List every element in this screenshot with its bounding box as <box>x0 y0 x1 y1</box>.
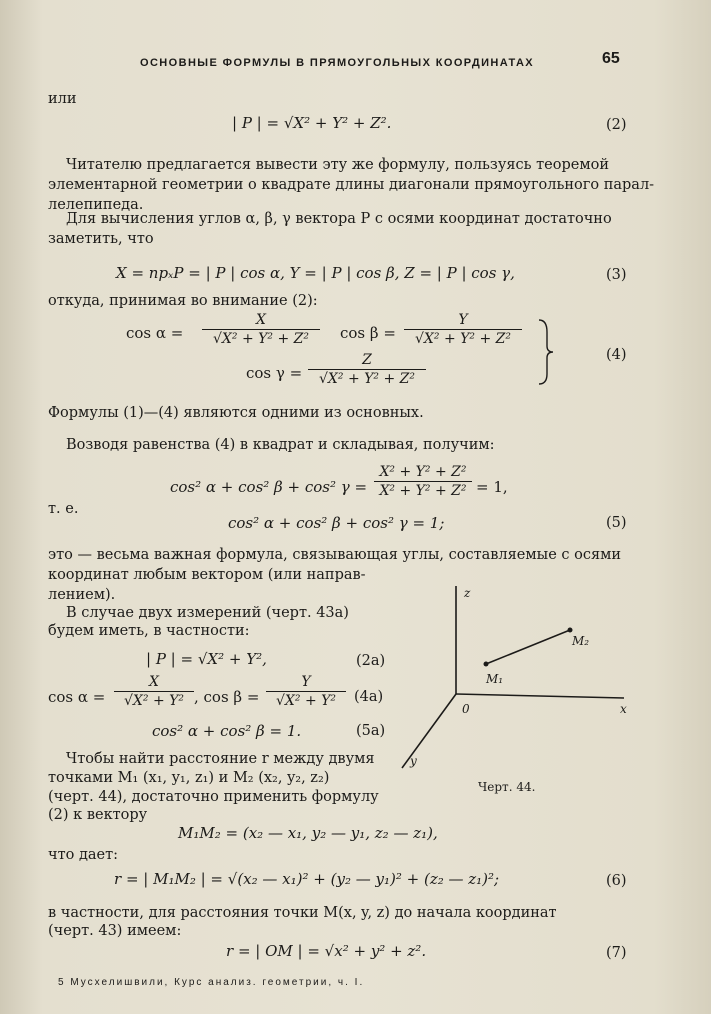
equation-number: (5) <box>606 515 627 531</box>
equation-2: | P | = √X² + Y² + Z². <box>232 114 392 132</box>
cos-gamma-lhs: cos γ = <box>246 364 303 382</box>
equation-vector: M₁M₂ = (x₂ — x₁, y₂ — y₁, z₂ — z₁), <box>178 824 438 842</box>
text-line: Формулы (1)—(4) являются одними из основных. <box>48 405 424 421</box>
denominator: √X² + Y² + Z² <box>213 331 309 347</box>
label-y: y <box>410 754 417 768</box>
fraction-bar <box>266 691 346 692</box>
text-line: элементарной геометрии о квадрате длины диагонали прямоугольного парал- <box>48 177 655 193</box>
label-m2: M₂ <box>572 634 590 648</box>
label-x: x <box>620 702 627 716</box>
text-line: точками M₁ (x₁, y₁, z₁) и M₂ (x₂, y₂, z₂) <box>48 770 330 786</box>
numerator: X <box>149 674 159 690</box>
right-brace <box>536 318 556 386</box>
fraction <box>202 312 320 347</box>
sum-lhs: cos² α + cos² β + cos² γ = <box>170 478 368 496</box>
equation-5a: cos² α + cos² β = 1. <box>152 722 302 740</box>
equation-5: cos² α + cos² β + cos² γ = 1; <box>228 514 445 532</box>
text-line: (черт. 43) имеем: <box>48 923 182 939</box>
text-line: координат любым вектором (или направ- <box>48 567 366 583</box>
segment-m1m2 <box>486 630 570 664</box>
denominator: X² + Y² + Z² <box>379 483 467 499</box>
equation-number: (5а) <box>356 723 386 739</box>
numerator: Y <box>301 674 311 690</box>
text-line: Возводя равенства (4) в квадрат и складывая, получим: <box>66 437 495 453</box>
fraction-bar <box>202 329 320 330</box>
running-title: ОСНОВНЫЕ ФОРМУЛЫ В ПРЯМОУГОЛЬНЫХ КООРДИНАТАХ <box>140 57 535 69</box>
text-line: лелепипеда. <box>48 197 144 213</box>
text-line: Для вычисления углов α, β, γ вектора P с осями координат достаточно <box>66 211 612 227</box>
text-line: (черт. 44), достаточно применить формулу <box>48 789 379 805</box>
cos-beta-lhs: cos β = <box>340 324 396 342</box>
numerator: X² + Y² + Z² <box>379 464 467 480</box>
sum-rhs: = 1, <box>476 478 508 496</box>
equation-6: r = | M₁M₂ | = √(x₂ — x₁)² + (y₂ — y₁)² + (z₂ — z₁)²; <box>114 870 500 888</box>
equation-3: X = прₓP = | P | cos α, Y = | P | cos β, Z = | P | cos γ, <box>116 264 515 282</box>
text-line: Чтобы найти расстояние r между двумя <box>66 751 375 767</box>
label-z: z <box>464 586 471 600</box>
x-axis <box>456 694 624 698</box>
numerator: Z <box>362 352 372 368</box>
equation-number: (7) <box>606 945 627 961</box>
cos-alpha-2d-lhs: cos α = <box>48 688 106 706</box>
text-line: что дает: <box>48 847 119 863</box>
denominator: √X² + Y² + Z² <box>415 331 511 347</box>
denominator: √X² + Y² <box>124 693 184 709</box>
equation-number: (3) <box>606 267 627 283</box>
fraction <box>114 674 194 709</box>
cos-beta-2d-lhs: , cos β = <box>194 688 260 706</box>
numerator: Y <box>458 312 468 328</box>
equation-number: (2) <box>606 117 627 133</box>
fraction-bar <box>114 691 194 692</box>
figure-caption: Черт. 44. <box>478 780 536 794</box>
point-m1 <box>484 662 489 667</box>
text-line: (2) к вектору <box>48 807 148 823</box>
denominator: √X² + Y² + Z² <box>319 371 415 387</box>
fraction <box>404 312 522 347</box>
label-origin: 0 <box>462 702 470 716</box>
fraction <box>266 674 346 709</box>
page-number: 65 <box>602 50 620 67</box>
equation-number: (4) <box>606 347 627 363</box>
text-line: или <box>48 91 77 107</box>
fraction-bar <box>374 481 472 482</box>
text-line: заметить, что <box>48 231 154 247</box>
equation-2a: | P | = √X² + Y², <box>146 650 267 668</box>
page-footer: 5 Мусхелишвили, Курс анализ. геометрии, ч. I. <box>58 977 365 988</box>
text-line: будем иметь, в частности: <box>48 623 250 639</box>
text-line: откуда, принимая во внимание (2): <box>48 293 318 309</box>
equation-number: (4а) <box>354 689 384 705</box>
equation-7: r = | OM | = √x² + y² + z². <box>226 942 427 960</box>
fraction <box>374 464 472 499</box>
equation-number: (2а) <box>356 653 386 669</box>
fraction <box>308 352 426 387</box>
fraction-bar <box>404 329 522 330</box>
text-line: лением). <box>48 587 116 603</box>
figure-44 <box>392 582 692 782</box>
text-line: Читателю предлагается вывести эту же формулу, пользуясь теоремой <box>66 157 610 173</box>
denominator: √X² + Y² <box>276 693 336 709</box>
text-line: в частности, для расстояния точки M(x, y, z) до начала координат <box>48 905 557 921</box>
text-line: т. е. <box>48 501 79 517</box>
fraction-bar <box>308 369 426 370</box>
label-m1: M₁ <box>486 672 504 686</box>
numerator: X <box>256 312 266 328</box>
text-line: В случае двух измерений (черт. 43а) <box>66 605 349 621</box>
text-line: это — весьма важная формула, связывающая углы, составляемые с осями <box>48 547 622 563</box>
cos-alpha-lhs: cos α = <box>126 324 184 342</box>
equation-number: (6) <box>606 873 627 889</box>
